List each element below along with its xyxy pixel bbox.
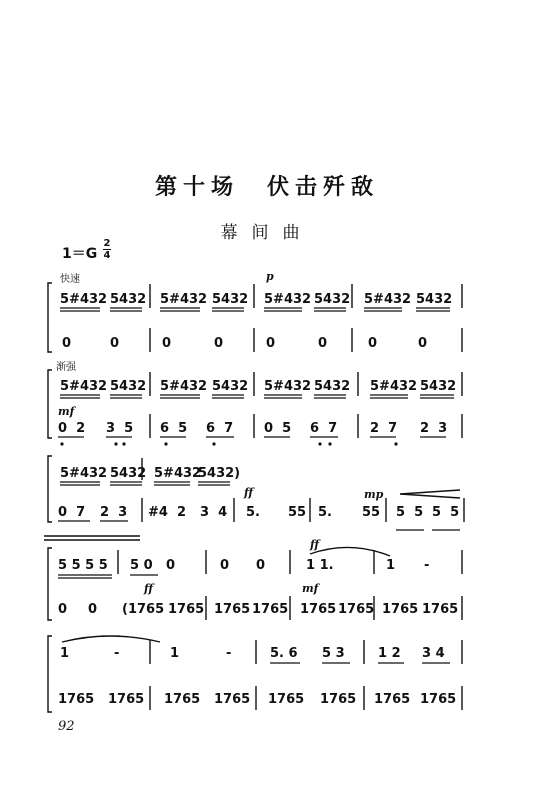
note-group: 1 <box>170 646 180 661</box>
tempo-marking: 快速 <box>60 274 80 285</box>
rest: 0 <box>162 336 172 351</box>
dynamic-ff: ff <box>244 486 254 499</box>
note-group: 5#432 <box>60 292 108 307</box>
rest: 0 <box>88 602 98 617</box>
note-group: 0 5 <box>264 421 292 436</box>
note-group: 6 7 <box>310 421 338 436</box>
note-group: 1 <box>386 558 396 573</box>
rest: 0 <box>214 336 224 351</box>
page-number: 92 <box>58 719 75 734</box>
note-group: 1 1. <box>306 558 334 573</box>
note-group: 5432 <box>420 379 457 394</box>
note-group: 1765 <box>58 692 95 707</box>
note-group: 5432 <box>416 292 453 307</box>
note-group: 0 2 <box>58 421 86 436</box>
note-group: 3 4 <box>200 505 228 520</box>
note-group: 1765 <box>252 602 289 617</box>
rest: 0 <box>368 336 378 351</box>
dynamic-ff: ff <box>144 582 154 595</box>
dash: - <box>114 646 120 661</box>
rest: 0 <box>110 336 120 351</box>
rest: 0 <box>418 336 428 351</box>
note-group: 1765 <box>420 692 457 707</box>
meter-top: 2 <box>103 238 111 249</box>
note-group: 2 7 <box>370 421 398 436</box>
note-group: 5432 <box>212 292 249 307</box>
note-group: 55 <box>362 505 381 520</box>
note-group: 55 <box>288 505 307 520</box>
note-group: 5 3 <box>322 646 345 661</box>
rest: 0 <box>318 336 328 351</box>
note-group: 5432 <box>212 379 249 394</box>
note-group: 3 5 <box>106 421 134 436</box>
note-group: 1765 <box>422 602 459 617</box>
note-group: 1765 <box>374 692 411 707</box>
note-group: 1 <box>60 646 70 661</box>
note-group: 5432 <box>314 379 351 394</box>
note-group: 5#432 <box>60 466 108 481</box>
note-group: 1765 <box>164 692 201 707</box>
note-group: 5 5 5 5 <box>58 558 108 573</box>
note-group: 5432 <box>110 466 147 481</box>
note-group: 1765 <box>338 602 375 617</box>
note-group: 5432) <box>198 466 241 481</box>
dash: - <box>226 646 232 661</box>
note-group: (1765 <box>122 602 165 617</box>
note-group: 5#432 <box>154 466 202 481</box>
note-group: 1765 <box>320 692 357 707</box>
note-group: #4 2 <box>148 505 187 520</box>
meter-bottom: 4 <box>103 250 111 261</box>
dynamic-ff: ff <box>310 538 320 551</box>
note-group: 6 7 <box>206 421 234 436</box>
rest: 0 <box>58 602 68 617</box>
rest: 0 <box>166 558 176 573</box>
page-title: 第十场 伏击歼敌 <box>154 175 379 200</box>
note-group: 5 0 <box>130 558 153 573</box>
dash: - <box>424 558 430 573</box>
note-group: 5#432 <box>364 292 412 307</box>
note-group: 6 5 <box>160 421 188 436</box>
note-group: 5 5 <box>432 505 460 520</box>
note-group: 5. 6 <box>270 646 298 661</box>
note-group: 0 7 <box>58 505 86 520</box>
rest: 0 <box>256 558 266 573</box>
key-signature: 1＝G <box>62 246 98 262</box>
piece-subtitle: 幕间曲 <box>220 223 314 243</box>
note-group: 2 3 <box>100 505 128 520</box>
note-group: 5. <box>246 505 260 520</box>
note-group: 5432 <box>110 379 147 394</box>
note-group: 2 3 <box>420 421 448 436</box>
rest: 0 <box>62 336 72 351</box>
rest: 0 <box>220 558 230 573</box>
note-group: 1765 <box>300 602 337 617</box>
dynamic-mf: mf <box>302 582 319 595</box>
crescendo-marking: 渐强 <box>56 362 76 373</box>
note-group: 1765 <box>214 602 251 617</box>
note-group: 5#432 <box>264 292 312 307</box>
note-group: 3 4 <box>422 646 445 661</box>
note-group: 5 5 <box>396 505 424 520</box>
note-group: 1765 <box>168 602 205 617</box>
note-group: 5432 <box>314 292 351 307</box>
note-group: 5#432 <box>370 379 418 394</box>
note-group: 5#432 <box>264 379 312 394</box>
dynamic-p: p <box>266 270 274 283</box>
note-group: 5432 <box>110 292 147 307</box>
note-group: 5#432 <box>160 292 208 307</box>
note-group: 5#432 <box>60 379 108 394</box>
note-group: 1765 <box>268 692 305 707</box>
note-group: 5#432 <box>160 379 208 394</box>
note-group: 1765 <box>382 602 419 617</box>
note-group: 1765 <box>214 692 251 707</box>
dynamic-mf: mf <box>58 405 75 418</box>
note-group: 1765 <box>108 692 145 707</box>
rest: 0 <box>266 336 276 351</box>
note-group: 5. <box>318 505 332 520</box>
dynamic-mp: mp <box>364 488 384 501</box>
note-group: 1 2 <box>378 646 401 661</box>
